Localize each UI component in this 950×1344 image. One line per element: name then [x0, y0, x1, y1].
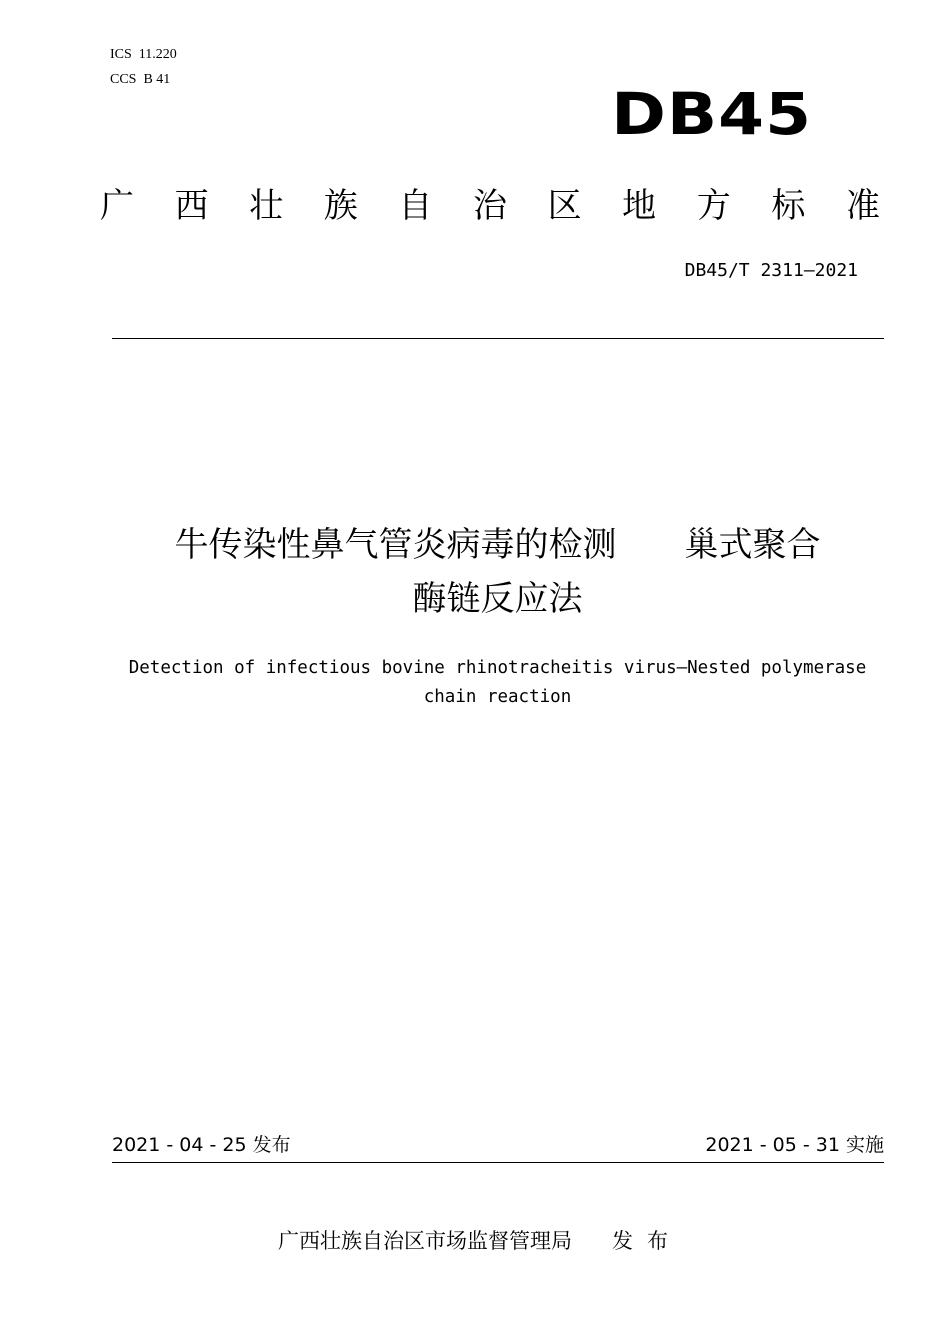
- english-title-line-1: Detection of infectious bovine rhinotracheitis virus—Nested polymerase: [128, 658, 867, 678]
- title-char: 西: [174, 186, 209, 226]
- issuer-name: 广西壮族自治区市场监督管理局: [278, 1229, 572, 1253]
- issuing-authority: [278, 1226, 682, 1256]
- title-char: 地: [622, 186, 657, 226]
- title-char: 广: [100, 186, 134, 226]
- ccs-code: CCS B 41: [110, 72, 171, 87]
- implementation-date: 2021 - 05 - 31 实施: [705, 1134, 884, 1156]
- top-divider: [112, 338, 884, 339]
- title-char: 区: [547, 186, 582, 226]
- title-char: 族: [323, 186, 358, 226]
- chinese-title-line-1: 牛传染性鼻气管炎病毒的检测 巢式聚合: [174, 525, 821, 565]
- title-char: 自: [398, 186, 433, 226]
- bottom-divider: [112, 1162, 884, 1163]
- english-title-line-2: chain reaction: [423, 687, 572, 707]
- issue-date: 2021 - 04 - 25 发布: [112, 1134, 291, 1156]
- chinese-title-line-2: 酶链反应法: [412, 579, 583, 619]
- title-char: 标: [771, 186, 806, 226]
- standard-category-title: [100, 186, 880, 226]
- title-char: 治: [472, 186, 507, 226]
- title-char: 方: [696, 186, 731, 226]
- issuer-action: 发布: [612, 1229, 682, 1253]
- standard-number: DB45/T 2311—2021: [684, 260, 858, 281]
- ics-code: ICS 11.220: [110, 47, 177, 62]
- db45-logo: DB45: [611, 80, 812, 149]
- title-char: 准: [845, 186, 880, 226]
- title-char: 壮: [249, 186, 284, 226]
